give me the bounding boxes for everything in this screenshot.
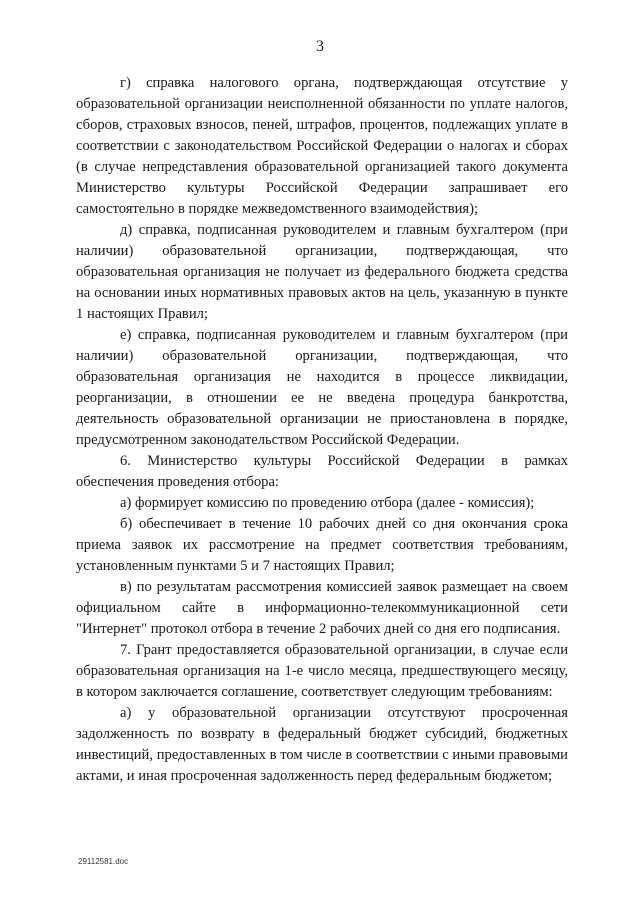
paragraph-6b-review: б) обеспечивает в течение 10 рабочих дней со дня окончания срока приема заявок их рассмотрение на предмет соответствия требованиям, установленным пунктами 5 и 7 настоящих Правил; (76, 516, 568, 574)
page-number: 3 (316, 38, 324, 55)
paragraph-e-liquidation-certificate: е) справка, подписанная руководителем и главным бухгалтером (при наличии) образовательной организации, подтверждающая, что образовательная организация не находится в процессе ликвидации, реорганизации, в отношении ее не введена процедура банкротства, деятельность образовательной организации не приостановлена в порядке, предусмотренном законодательством Российской Федерации. (76, 327, 568, 448)
paragraph-d-budget-certificate: д) справка, подписанная руководителем и главным бухгалтером (при наличии) образовательной организации, подтверждающая, что образовательная организация не получает из федерального бюджета средства на основании иных нормативных правовых актов на цель, указанную в пункте 1 настоящих Правил; (76, 222, 568, 322)
paragraph-6a-commission: а) формирует комиссию по проведению отбора (далее - комиссия); (120, 495, 535, 511)
document-body (76, 73, 568, 787)
paragraph-7a-no-debt: а) у образовательной организации отсутствуют просроченная задолженность по возврату в федеральный бюджет субсидий, бюджетных инвестиций, предоставленных в том числе в соответствии с иными правовыми актами, и иная просроченная задолженность перед федеральным бюджетом; (76, 705, 568, 784)
paragraph-6v-protocol: в) по результатам рассмотрения комиссией заявок размещает на своем официальном сайте в информационно-телекоммуникационной сети "Интернет" протокол отбора в течение 2 рабочих дней со дня его подписания. (76, 579, 568, 637)
paragraph-7-grant-requirements: 7. Грант предоставляется образовательной организации, в случае если образовательная организация на 1-е число месяца, предшествующего месяцу, в котором заключается соглашение, соответствует следующим требованиям: (76, 642, 568, 700)
paragraph-g-tax-certificate: г) справка налогового органа, подтверждающая отсутствие у образовательной организации неисполненной обязанности по уплате налогов, сборов, страховых взносов, пеней, штрафов, процентов, подлежащих уплате в соответствии с законодательством Российской Федерации о налогах и сборах (в случае непредставления образовательной организацией такого документа Министерство культуры Российской Федерации запрашивает его самостоятельно в порядке межведомственного взаимодействия); (76, 75, 568, 217)
footer-filename: 29112581.doc (78, 857, 129, 866)
paragraph-6-ministry-selection: 6. Министерство культуры Российской Федерации в рамках обеспечения проведения отбора: (76, 453, 568, 490)
